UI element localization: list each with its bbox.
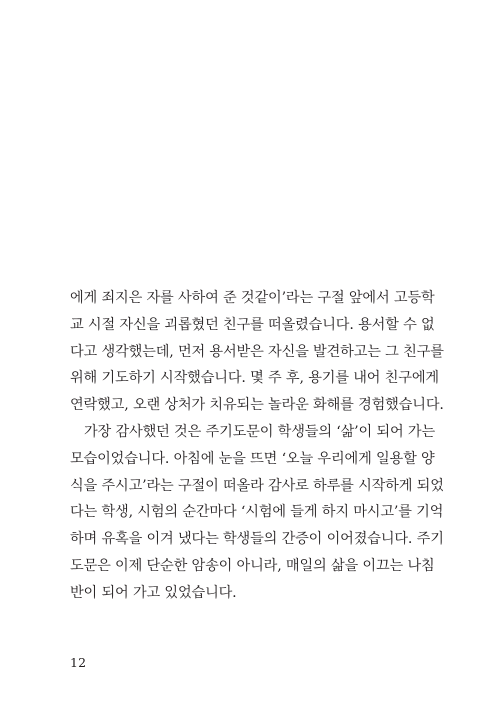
text-line: 가장 감사했던 것은 주기도문이 학생들의 ‘삶’이 되어 가는	[84, 423, 436, 440]
text-line: 모습이었습니다. 아침에 눈을 뜨면 ‘오늘 우리에게 일용할 양	[70, 450, 435, 467]
text-line: 다고 생각했는데, 먼저 용서받은 자신을 발견하고는 그 친구를	[70, 343, 444, 360]
text-line: 반이 되어 가고 있었습니다.	[70, 584, 237, 601]
text-line: 식을 주시고’라는 구절이 떠올라 감사로 하루를 시작하게 되었	[70, 477, 444, 494]
text-line: 교 시절 자신을 괴롭혔던 친구를 떠올렸습니다. 용서할 수 없	[70, 316, 435, 333]
page-number: 12	[70, 655, 87, 670]
text-line: 하며 유혹을 이겨 냈다는 학생들의 간증이 이어졌습니다. 주기	[70, 531, 444, 548]
text-line: 다는 학생, 시험의 순간마다 ‘시험에 들게 하지 마시고’를 기억	[70, 504, 444, 521]
text-line: 위해 기도하기 시작했습니다. 몇 주 후, 용기를 내어 친구에게	[70, 370, 439, 387]
text-line: 에게 죄지은 자를 사하여 준 것같이’라는 구절 앞에서 고등학	[70, 290, 435, 306]
text-line: 연락했고, 오랜 상처가 치유되는 놀라운 화해를 경험했습니다.	[70, 397, 444, 414]
text-line: 도문은 이제 단순한 암송이 아니라, 매일의 삶을 이끄는 나침	[70, 557, 435, 574]
body-text	[70, 285, 444, 607]
